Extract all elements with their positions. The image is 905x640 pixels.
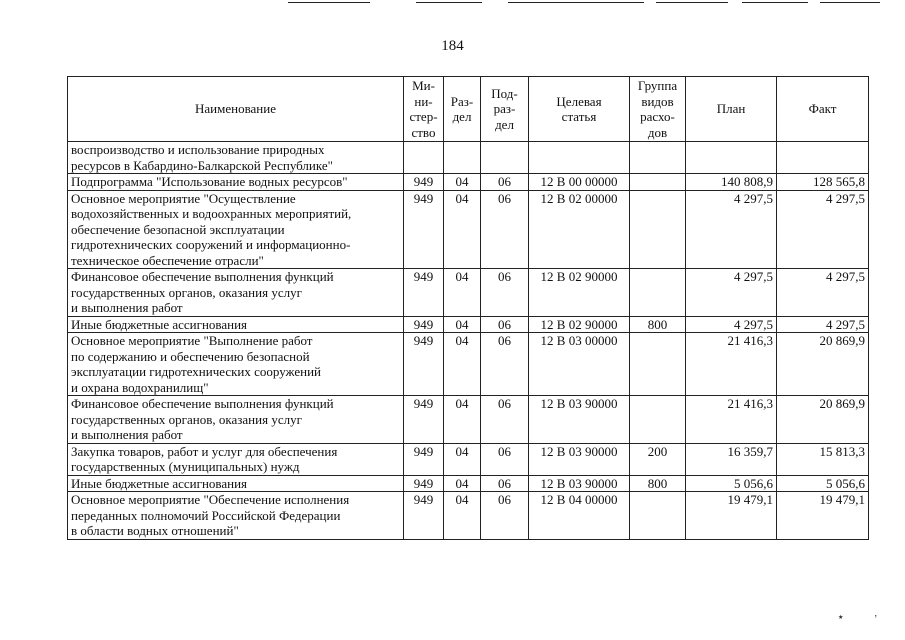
budget-table <box>67 76 869 540</box>
table-row <box>68 396 869 444</box>
cell-fact: 15 813,3 <box>777 443 869 475</box>
cell-section <box>444 142 481 174</box>
cell-target-article <box>529 142 630 174</box>
cell-target-article: 12 В 03 90000 <box>529 475 630 492</box>
top-rule <box>508 2 644 3</box>
cell-name: Основное мероприятие "Выполнение работ по содержанию и обеспечению безопасной эксплуатации гидротехнических сооружений и охрана водохранилищ" <box>68 333 404 396</box>
cell-plan: 4 297,5 <box>686 316 777 333</box>
cell-target-article: 12 В 03 90000 <box>529 396 630 444</box>
cell-section: 04 <box>444 174 481 191</box>
table-row <box>68 174 869 191</box>
cell-name: Иные бюджетные ассигнования <box>68 475 404 492</box>
cell-section: 04 <box>444 333 481 396</box>
cell-ministry: 949 <box>404 443 444 475</box>
header-name: Наименование <box>68 77 404 142</box>
cell-section: 04 <box>444 443 481 475</box>
cell-plan: 16 359,7 <box>686 443 777 475</box>
cell-plan <box>686 142 777 174</box>
cell-subsection: 06 <box>481 492 529 540</box>
cell-expense-group <box>630 190 686 269</box>
table-row <box>68 333 869 396</box>
top-rule <box>416 2 482 3</box>
table-row <box>68 492 869 540</box>
cell-expense-group <box>630 396 686 444</box>
top-rule <box>656 2 728 3</box>
header-fact: Факт <box>777 77 869 142</box>
scan-mark: ٭ <box>838 612 844 623</box>
table-row <box>68 443 869 475</box>
cell-expense-group <box>630 333 686 396</box>
cell-name: воспроизводство и использование природных ресурсов в Кабардино-Балкарской Республике" <box>68 142 404 174</box>
cell-fact: 20 869,9 <box>777 333 869 396</box>
cell-expense-group: 200 <box>630 443 686 475</box>
cell-subsection: 06 <box>481 396 529 444</box>
cell-plan: 140 808,9 <box>686 174 777 191</box>
table-header-row <box>68 77 869 142</box>
cell-expense-group: 800 <box>630 316 686 333</box>
cell-plan: 4 297,5 <box>686 190 777 269</box>
header-plan: План <box>686 77 777 142</box>
cell-fact: 20 869,9 <box>777 396 869 444</box>
cell-name: Подпрограмма "Использование водных ресурсов" <box>68 174 404 191</box>
header-subsection: Под- раз- дел <box>481 77 529 142</box>
top-rule <box>288 2 370 3</box>
cell-name: Финансовое обеспечение выполнения функций государственных органов, оказания услуг и выполнения работ <box>68 269 404 317</box>
cell-name: Основное мероприятие "Обеспечение исполнения переданных полномочий Российской Федерации в области водных отношений" <box>68 492 404 540</box>
cell-subsection: 06 <box>481 190 529 269</box>
cell-name: Иные бюджетные ассигнования <box>68 316 404 333</box>
cell-subsection: 06 <box>481 333 529 396</box>
cell-ministry: 949 <box>404 396 444 444</box>
top-rule <box>742 2 808 3</box>
cell-ministry: 949 <box>404 333 444 396</box>
cell-ministry: 949 <box>404 316 444 333</box>
cell-ministry: 949 <box>404 492 444 540</box>
cell-ministry <box>404 142 444 174</box>
header-target-article: Целевая статья <box>529 77 630 142</box>
cell-expense-group <box>630 142 686 174</box>
cell-plan: 4 297,5 <box>686 269 777 317</box>
header-section: Раз- дел <box>444 77 481 142</box>
cell-name: Основное мероприятие "Осуществление водохозяйственных и водоохранных мероприятий, обеспечение безопасной эксплуатации гидротехнических сооружений и информационно- техническое обеспечение отрасли" <box>68 190 404 269</box>
cell-ministry: 949 <box>404 190 444 269</box>
cell-subsection <box>481 142 529 174</box>
cell-expense-group <box>630 174 686 191</box>
cell-plan: 5 056,6 <box>686 475 777 492</box>
cell-target-article: 12 В 00 00000 <box>529 174 630 191</box>
table-row <box>68 269 869 317</box>
table-row <box>68 190 869 269</box>
cell-section: 04 <box>444 269 481 317</box>
table-row <box>68 142 869 174</box>
cell-fact: 4 297,5 <box>777 269 869 317</box>
header-ministry: Ми- ни- стер- ство <box>404 77 444 142</box>
cell-target-article: 12 В 03 90000 <box>529 443 630 475</box>
cell-expense-group <box>630 492 686 540</box>
cell-ministry: 949 <box>404 475 444 492</box>
cell-target-article: 12 В 03 00000 <box>529 333 630 396</box>
cell-expense-group <box>630 269 686 317</box>
cell-section: 04 <box>444 492 481 540</box>
cell-fact: 4 297,5 <box>777 190 869 269</box>
cell-target-article: 12 В 02 00000 <box>529 190 630 269</box>
header-expense-group: Группа видов расхо- дов <box>630 77 686 142</box>
cell-plan: 21 416,3 <box>686 396 777 444</box>
cell-subsection: 06 <box>481 316 529 333</box>
cell-section: 04 <box>444 190 481 269</box>
cell-subsection: 06 <box>481 174 529 191</box>
cell-section: 04 <box>444 475 481 492</box>
cell-section: 04 <box>444 396 481 444</box>
cell-target-article: 12 В 04 00000 <box>529 492 630 540</box>
scan-mark: ʼ <box>874 614 878 625</box>
cell-subsection: 06 <box>481 443 529 475</box>
cell-ministry: 949 <box>404 174 444 191</box>
cell-target-article: 12 В 02 90000 <box>529 269 630 317</box>
cell-target-article: 12 В 02 90000 <box>529 316 630 333</box>
top-rule <box>820 2 880 3</box>
page-number: 184 <box>441 38 464 54</box>
cell-subsection: 06 <box>481 475 529 492</box>
table-row <box>68 475 869 492</box>
cell-fact: 19 479,1 <box>777 492 869 540</box>
cell-expense-group: 800 <box>630 475 686 492</box>
cell-section: 04 <box>444 316 481 333</box>
cell-plan: 19 479,1 <box>686 492 777 540</box>
cell-fact: 5 056,6 <box>777 475 869 492</box>
cell-ministry: 949 <box>404 269 444 317</box>
cell-fact: 128 565,8 <box>777 174 869 191</box>
cell-name: Финансовое обеспечение выполнения функций государственных органов, оказания услуг и выполнения работ <box>68 396 404 444</box>
cell-fact <box>777 142 869 174</box>
cell-fact: 4 297,5 <box>777 316 869 333</box>
table-row <box>68 316 869 333</box>
cell-name: Закупка товаров, работ и услуг для обеспечения государственных (муниципальных) нужд <box>68 443 404 475</box>
cell-subsection: 06 <box>481 269 529 317</box>
cell-plan: 21 416,3 <box>686 333 777 396</box>
